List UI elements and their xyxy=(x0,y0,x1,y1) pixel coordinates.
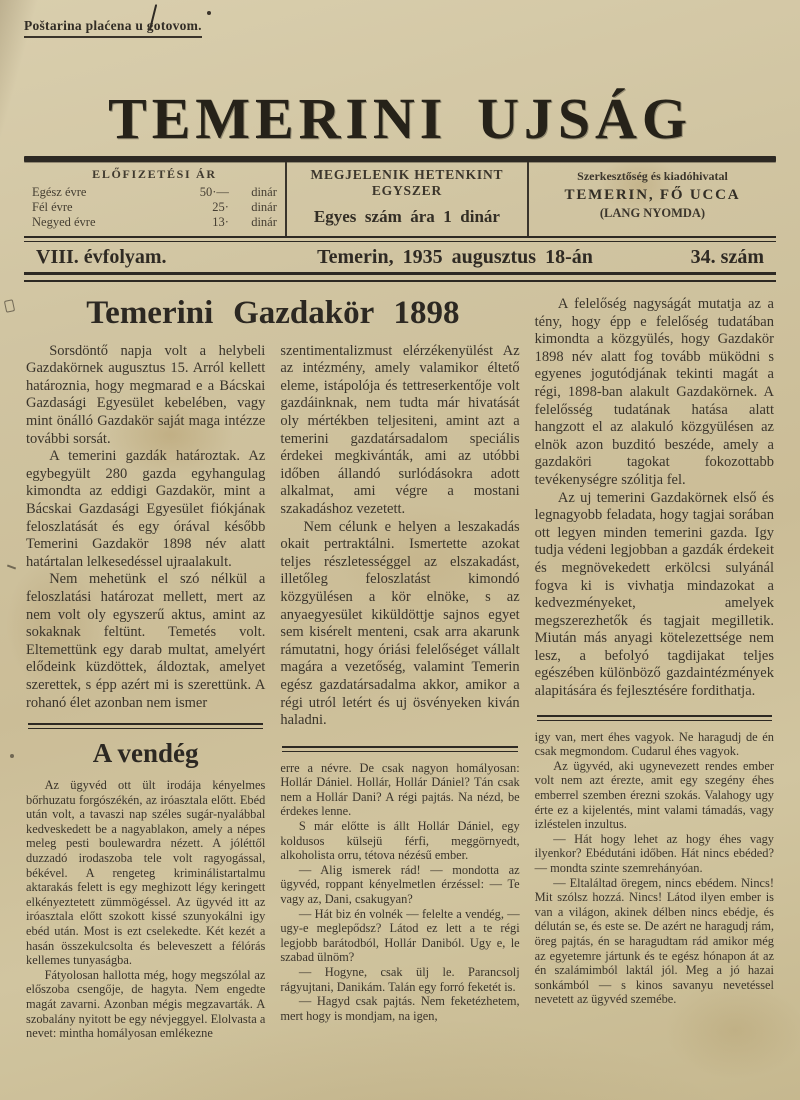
dateline-rule xyxy=(24,272,776,282)
paragraph: Nem célunk e helyen a leszakadás okait pertraktálni. Ismertette azokat teljes részletességgel az elszakadást, illetőleg feloszlatást kimondó közgyülésen a kör elnöke, s az anyaegyesület kiküldöttje sajnos egyet sem kisérelt menteni, csak arra akarunk rámutatni, hogy óriási felelőséget vállalt magára a vezetőség, valamint Temerin egész gazdatársadalma akkor, amikor a régi utról letért és uj ösvényeken kiván haladni. xyxy=(280,518,520,729)
publisher-office-label: Szerkesztőség és kiadóhivatal xyxy=(577,169,728,183)
paragraph: Az ügyvéd, aki ugynevezett rendes ember volt nem azt érezte, amit egy szegény éhes emberrel szemben érezni szokás. Valahogy ugy érte ez a kijelentés, mint valami támadás, vagy izléstelen inzultus. xyxy=(534,758,774,832)
paragraph: — Hát biz én volnék — felelte a vendég, — ugy-e meglepődsz? Látod ez lett a te régi legjobb barátodból, Hollár Daniból. Ugy e, le szabad ülnöm? xyxy=(280,906,520,965)
column-3 xyxy=(535,294,774,1041)
subscription-price: 50·— xyxy=(199,185,229,199)
subscription-row xyxy=(32,185,277,200)
frequency-line: MEGJELENIK HETENKINT EGYSZER xyxy=(310,167,504,198)
paragraph: S már előtte is állt Hollár Dániel, egy koldusos külsejü férfi, meggörnyedt, alkoholista orru, tétova nézésű ember. xyxy=(280,819,520,863)
publisher-address: TEMERIN, FŐ UCCA xyxy=(564,187,741,203)
paragraph: A felelőség nagyságát mutatja az a tény, hogy épp e felelőség tudatában kimondta a közgyülés, hogy Gazdakör 1898 név alatt fog tovább müködni s egyenes jogutódjának tekinti magát a régi, 1898-ban alakult Gazdakörnek. A felelősség tudatának hatása alatt hangzott el az alakuló közgyülésen az elnök azon buzditó beszéde, amely a gazdaköri tagokat fokozottabb tevékenységre szólitja fel. xyxy=(534,296,774,488)
column-1 xyxy=(26,343,265,1041)
issue-date: Temerin, 1935 augusztus 18-án xyxy=(317,246,593,268)
subscription-unit: dinár xyxy=(251,215,277,229)
frequency-box xyxy=(287,162,527,236)
scan-artifact-dot xyxy=(207,11,211,15)
subscription-price: 13· xyxy=(212,215,229,229)
info-bar xyxy=(24,162,776,236)
section-divider xyxy=(537,715,772,721)
paragraph: Nem mehetünk el szó nélkül a feloszlatási határozat mellett, mert az nem volt oly egyszerű aktus, amint az sokaknak feltünt. Temetés volt. Eltemettünk egy darab multat, amelyért elődeink küzdöttek, áldoztak, amelyet szerettek, s épp azért mi is szerettünk. A rohanó élet azonban nem ismer xyxy=(26,571,266,711)
paragraph: — Hogyne, csak ülj le. Parancsolj rágyujtani, Danikám. Talán egy forró feketét is. xyxy=(280,965,520,994)
subscription-price: 25· xyxy=(212,200,229,214)
paragraph: — Hát hogy lehet az hogy éhes vagy ilyenkor? Ebédutáni időben. Hát nincs ebéded? — mondta szinte szemrehányóan. xyxy=(534,831,774,875)
issue-number: 34. szám xyxy=(690,246,764,268)
scan-artifact-speck xyxy=(10,754,14,758)
postage-paid-note: Poštarina plaćena u gotovom. xyxy=(24,18,202,38)
paragraph: — Alig ismerek rád! — mondotta az ügyvéd, roppant kényelmetlen érzéssel: — Te vagy az, Dani, csakugyan? xyxy=(280,862,520,907)
paragraph: Sorsdöntő napja volt a helybeli Gazdakörnek augusztus 15. Arról kellett határoznia, hogy megmarad e a Bácskai Gazdasági Egyesület kebelében, vagy mint önálló Gazdakör saját maga intézze további sorsát. xyxy=(26,342,266,447)
subscription-title: ELŐFIZETÉSI ÁR xyxy=(92,167,217,181)
single-issue-price: Egyes szám ára 1 dinár xyxy=(313,207,500,226)
paragraph: szentimentalizmust elérzékenyülést Az az intézmény, amely valamikor éltető eleme, istápolója és tettreserkentője volt gazdáinknak, nem tudta már hivatását oly mértékben teljesiteni, amint azt a temerini gazdatársadalom speciális érdekei megkivánták, ami az utóbbi időben állandó surlódásokra adott alkalmat, ami végre a mostani szakadáshoz vezetett. xyxy=(280,342,520,517)
page-content xyxy=(0,282,800,1041)
paragraph: igy van, mert éhes vagyok. Ne haragudj de én csak megmondom. Cudarul éhes vagyok. xyxy=(534,729,774,759)
subscription-term: Negyed évre xyxy=(32,215,96,229)
paragraph: A temerini gazdák határoztak. Az egybegyült 280 gazda egyhangulag kimondta az eddigi Gazdakör, mint a Bácskai Gazdasági Egyesület fiókjának feloszlatását és egy órával később Temerini Gazdakör 1898 név alatt határtalan lelkesedéssel ujraalakult. xyxy=(26,448,266,570)
article2-title: A vendég xyxy=(92,738,199,769)
masthead-title: TEMERINI UJSÁG xyxy=(108,86,692,151)
publisher-press: (LANG NYOMDA) xyxy=(599,206,706,220)
dateline xyxy=(24,242,776,272)
section-divider xyxy=(282,746,517,752)
volume-label: VIII. évfolyam. xyxy=(36,246,167,268)
subscription-term: Fél évre xyxy=(32,200,73,214)
paragraph: Az ügyvéd ott ült irodája kényelmes bőrhuzatu forgószékén, az iróasztala előtt. Ebéd után volt, a tavaszi nap széles sugár-nyalábbal kedveskedett be a nagyablakon, amely a népes meleg pesti boulewardra nézett. A jóléttől duzzadó irodaszoba tele volt ragyogással, békével. A rengeteg kriminálistartalmu aktarakás felett is egy meghizott légy keringett elkényeztetett zümmögéssel. Az ügyvéd itt az iróasztala előtt szokott kissé szunyokálni igy ebéd után. Most is ezt cselekedte. Két kezét a hasán összekulcsolta és beleveszett a félórás kellemes tunyaságba. xyxy=(26,778,266,968)
paragraph: — Eltaláltad öregem, nincs ebédem. Nincs! Mit szólsz hozzá. Nincs! Látod ilyen ember is van a világon, akinek délben nincs ebédje, és délután se, és este se. De azért ne haragudj rám, öreg pajtás, én se haragudtam rád amikor még az egyetemre jártunk és te egész hónapon át az én szalámimból laktál jól. Meg a jó hazai sonkámból — s kinos savanyu nevetéssel nevetett az ügyvéd szemébe. xyxy=(534,875,774,1007)
publisher-box xyxy=(529,162,776,236)
column-2 xyxy=(280,343,519,1041)
subscription-box xyxy=(24,162,285,236)
paragraph: — Hagyd csak pajtás. Nem feketézhetem, mert hogy is mondjam, na igen, xyxy=(280,994,520,1023)
article1-title: Temerini Gazdakör 1898 xyxy=(86,295,460,331)
paragraph: erre a névre. De csak nagyon homályosan: Hollár Dániel. Hollár, Hollár Dániel? Tán csak nem a Hollár Dani? A régi pajtás. Na nézd, be érdekes lenne. xyxy=(280,760,520,819)
paragraph: Fátyolosan hallotta még, hogy megszólal az előszoba csengője, de hagyta. Nem engedte magát zavarni. Azonban mégis megzavarták. A szobalány nyitott be egy névjeggyel. Elolvasta a nevet: mintha homályosan emlékezne xyxy=(26,967,266,1041)
section-divider xyxy=(28,723,263,729)
subscription-unit: dinár xyxy=(251,200,277,214)
paragraph: Az uj temerini Gazdakörnek első és legnagyobb feladata, hogy tagjai sorában ott legyen minden temerini gazda. Igy tudja védeni legjobban a gazdák érdekeit és megnövekedett erkölcsi sulyánál fogva ki is vivhatja mindazokat a kedvezményeket, amelyek megszerezhetők és tagjait megilletik. Miután más anyagi kötelezettsége nem lesz, a befolyó tagdijakat teljes egészében különböző gazdaintézmények alapitására és fejlesztésére fordithatja. xyxy=(534,489,774,700)
subscription-term: Egész évre xyxy=(32,185,87,199)
subscription-unit: dinár xyxy=(251,185,277,199)
subscription-row xyxy=(32,200,277,215)
subscription-row xyxy=(32,215,277,230)
